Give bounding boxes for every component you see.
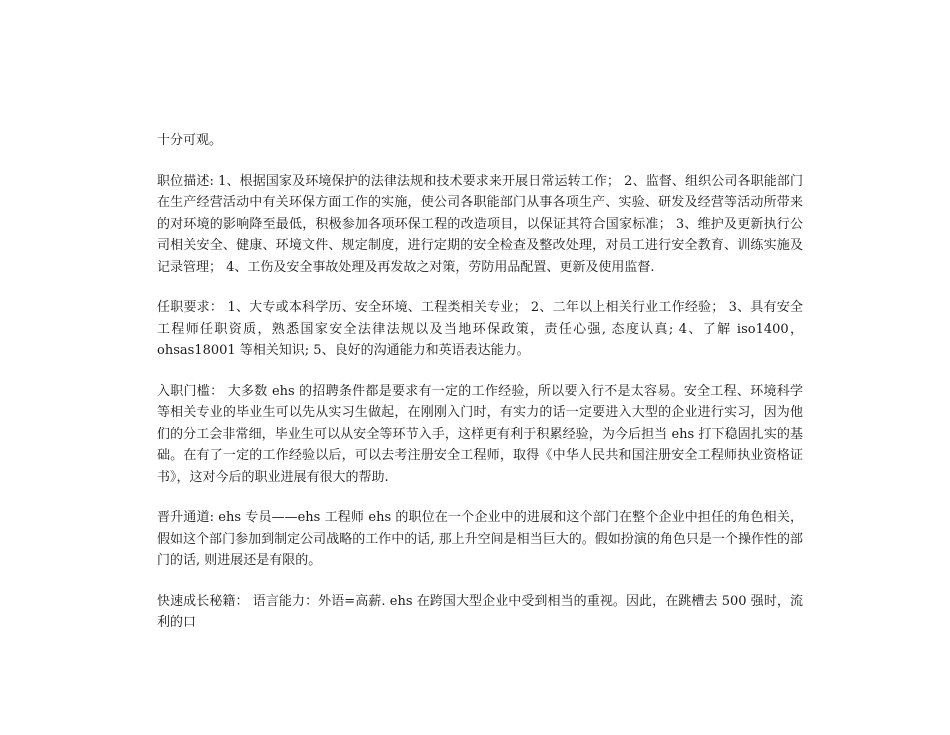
paragraph-growth-tips: 快速成长秘籍： 语言能力：外语=高薪. ehs 在跨国大型企业中受到相当的重视。因此，在跳槽去 500 强时，流利的口 [157,593,803,630]
paragraph-promotion-path: 晋升通道: ehs 专员——ehs 工程师 ehs 的职位在一个企业中的进展和这个部门在整个企业中担任的角色相关，假如这个部门参加到制定公司战略的工作中的话, 那上升空间是相当巨大的。假如扮演的角色只是一个操作性的部门的话, 则进展还是有限的。 [157,510,803,568]
paragraph-job-description: 职位描述: 1、根据国家及环境保护的法律法规和技术要求来开展日常运转工作； 2、监督、组织公司各职能部门在生产经营活动中有关环保方面工作的实施，使公司各职能部门从事各项生产、实验、研发及经营等活动所带来的对环境的影响降至最低，积极参加各项环保工程的改造项目，以保证其符合国家标准； 3、维护及更新执行公司相关安全、健康、环境文件、规定制度，进行定期的安全检查及整改处理，对员工进行安全教育、训练实施及记录管理； 4、工伤及安全事故处理及再发故之对策，劳防用品配置、更新及使用监督. [157,173,803,275]
document-page [157,130,803,653]
paragraph-entry-threshold: 入职门槛： 大多数 ehs 的招聘条件都是要求有一定的工作经验，所以要入行不是太容易。安全工程、环境科学等相关专业的毕业生可以先从实习生做起，在刚刚入门时，有实力的话一定要进入大型的企业进行实习，因为他们的分工会非常细，毕业生可以从安全等环节入手，这样更有利于积累经验，为今后担当 ehs 打下稳固扎实的基础。在有了一定的工作经验以后，可以去考注册安全工程师，取得《中华人民共和国注册安全工程师执业资格证书》，这对今后的职业进展有很大的帮助. [157,383,803,485]
paragraph-job-requirements: 任职要求： 1、大专或本科学历、安全环境、工程类相关专业； 2、二年以上相关行业工作经验； 3、具有安全工程师任职资质，熟悉国家安全法律法规以及当地环保政策，责任心强, 态度认真; 4、了解 iso1400，ohsas18001 等相关知识; 5、良好的沟通能力和英语表达能力。 [157,300,803,358]
paragraph-intro-tail: 十分可观。 [157,133,223,148]
